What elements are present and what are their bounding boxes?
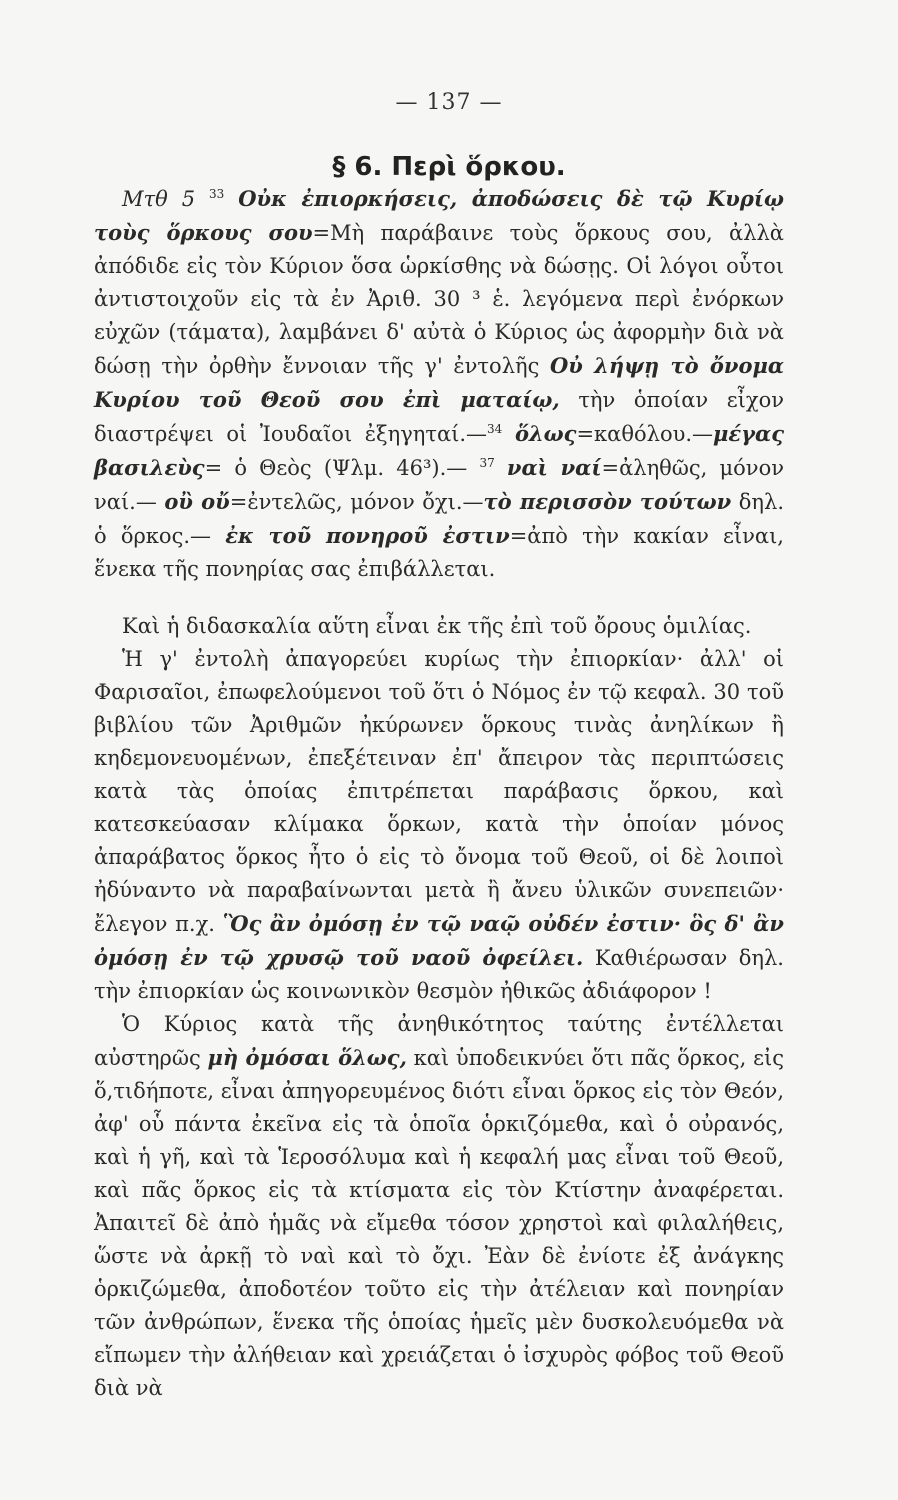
term-megas-basileus: μέγας βασιλεὺς bbox=[94, 421, 784, 480]
paragraph-1: Καὶ ἡ διδασκαλία αὕτη εἶναι ἐκ τῆς ἐπὶ τοῦ ὄρους ὁμιλίας. bbox=[122, 614, 752, 638]
body-text: Ὁ Κύριος κατὰ τῆς ἀνηθικότητος ταύτης ἐντέλλεται αὐστηρῶς bbox=[94, 1012, 784, 1070]
body-text: καὶ ὑποδεικνύει ὅτι πᾶς ὅρκος, εἰς ὅ,τιδήποτε, εἶναι ἀπηγορευμένος διότι εἶναι ὅρκος εἰς τὸν Θεόν, ἀφ' οὗ πάντα ἐκεῖνα εἰς τὰ ὁποῖα ὁρκιζόμεθα, καὶ ὁ οὐρανός, καὶ ἡ γῆ, καὶ τὰ Ἱεροσόλυμα καὶ ἡ κεφαλή μας εἶναι τοῦ Θεοῦ, καὶ πᾶς ὅρκος εἰς τὰ κτίσματα εἰς τὸν Κτίστην ἀναφέρεται. Ἀπαιτεῖ δὲ ἀπὸ ἡμᾶς νὰ εἴμεθα τόσον χρηστοὶ καὶ φιλαλήθεις, ὥστε νὰ ἀρκῇ τὸ ναὶ καὶ τὸ ὄχι. Ἐὰν δὲ ἐνίοτε ἐξ ἀνάγκης ὁρκιζώμεθα, ἀποδοτέον τοῦτο εἰς τὴν ἀτέλειαν καὶ πονηρίαν τῶν ἀνθρώπων, ἕνεκα τῆς ὁποίας ἡμεῖς μὲν δυσκολευόμεθα νὰ εἴπωμεν τὴν ἀλήθειαν καὶ χρειάζεται ὁ ἰσχυρὸς φόβος τοῦ Θεοῦ διὰ νὰ bbox=[94, 1046, 784, 1400]
page-body bbox=[94, 182, 784, 1405]
commentary-text: =ἀπὸ τὴν κακίαν εἶναι, ἕνεκα τῆς πονηρίας σας ἐπιβάλλεται. bbox=[94, 524, 784, 581]
quote-third-commandment: Οὐ λήψῃ τὸ ὄνομα Κυρίου τοῦ Θεοῦ σου ἐπὶ ματαίῳ, bbox=[94, 353, 784, 412]
verse-number: 37 bbox=[479, 456, 495, 470]
term-ek-tou-ponirou: ἐκ τοῦ πονηροῦ ἐστιν bbox=[225, 523, 510, 548]
term-nai-nai: ναὶ ναί bbox=[506, 455, 602, 480]
page-number: — 137 — bbox=[395, 90, 503, 115]
paragraph-2 bbox=[94, 643, 784, 1008]
pharisee-quote: Ὃς ἂν ὀμόσῃ ἐν τῷ ναῷ οὐδέν ἐστιν· ὃς δ' ἂν ὀμόσῃ ἐν τῷ χρυσῷ τοῦ ναοῦ ὀφείλει. bbox=[94, 911, 784, 970]
term-ou-ou: οὒ οὔ bbox=[164, 489, 230, 514]
quote-verse-33: Οὐκ ἐπιορκήσεις, ἀποδώσεις δὲ τῷ Κυρίῳ τοὺς ὅρκους σου bbox=[94, 186, 784, 245]
term-olos: ὅλως bbox=[514, 421, 577, 446]
commentary-text: τὴν ὁποίαν εἶχον διαστρέψει οἱ Ἰουδαῖοι ἐξηγηταί.— bbox=[94, 388, 784, 446]
command-quote: μὴ ὀμόσαι ὅλως, bbox=[207, 1045, 407, 1070]
section-heading: § 6. Περὶ ὅρκου. bbox=[332, 152, 566, 182]
commentary-text: =ἀληθῶς, μόνον ναί.— bbox=[94, 456, 784, 514]
verse-number: 33 bbox=[209, 187, 225, 201]
commentary-text: =ἐντελῶς, μόνον ὄχι.— bbox=[229, 490, 484, 514]
verse-number: 34 bbox=[487, 422, 503, 436]
term-to-perisson: τὸ περισσὸν τούτων bbox=[483, 489, 732, 514]
commentary-text: δηλ. ὁ ὅρκος.— bbox=[94, 490, 784, 548]
commentary-text: = ὁ Θεὸς (Ψλμ. 46³).— bbox=[204, 456, 468, 480]
scripture-reference: Μτθ 5 bbox=[122, 187, 196, 211]
body-text: Καθιέρωσαν δηλ. τὴν ἐπιορκίαν ὡς κοινωνικὸν θεσμὸν ἠθικῶς ἀδιάφορον ! bbox=[94, 946, 784, 1003]
commentary-text: =Μὴ παράβαινε τοὺς ὅρκους σου, ἀλλὰ ἀπόδιδε εἰς τὸν Κύριον ὅσα ὡρκίσθης νὰ δώσῃς. Οἱ λόγοι οὗτοι ἀντιστοιχοῦν εἰς τὰ ἐν Ἀριθ. 30 ³ ἑ. λεγόμενα περὶ ἐνόρκων εὐχῶν (τάματα), λαμβάνει δ' αὐτὰ ὁ Κύριος ὡς ἀφορμὴν διὰ νὰ δώσῃ τὴν ὀρθὴν ἔννοιαν τῆς γ' ἐντολῆς bbox=[94, 221, 784, 378]
commentary-paragraph bbox=[94, 182, 784, 586]
commentary-text: =καθόλου.— bbox=[576, 422, 714, 446]
body-text: Ἡ γ' ἐντολὴ ἀπαγορεύει κυρίως τὴν ἐπιορκίαν· ἀλλ' οἱ Φαρισαῖοι, ἐπωφελούμενοι τοῦ ὅτι ὁ Νόμος ἐν τῷ κεφαλ. 30 τοῦ βιβλίου τῶν Ἀριθμῶν ἠκύρωνεν ὅρκους τινὰς ἀνηλίκων ἢ κηδεμονευομένων, ἐπεξέτειναν ἐπ' ἄπειρον τὰς περιπτώσεις κατὰ τὰς ὁποίας ἐπιτρέπεται παράβασις ὅρκου, καὶ κατεσκεύασαν κλίμακα ὅρκων, κατὰ τὴν ὁποίαν μόνος ἀπαράβατος ὅρκος ἦτο ὁ εἰς τὸ ὄνομα τοῦ Θεοῦ, οἱ δὲ λοιποὶ ἠδύναντο νὰ παραβαίνωνται μετὰ ἢ ἄνευ ὑλικῶν συνεπειῶν· ἔλεγον π.χ. bbox=[94, 647, 784, 936]
paragraph-3 bbox=[94, 1008, 784, 1405]
